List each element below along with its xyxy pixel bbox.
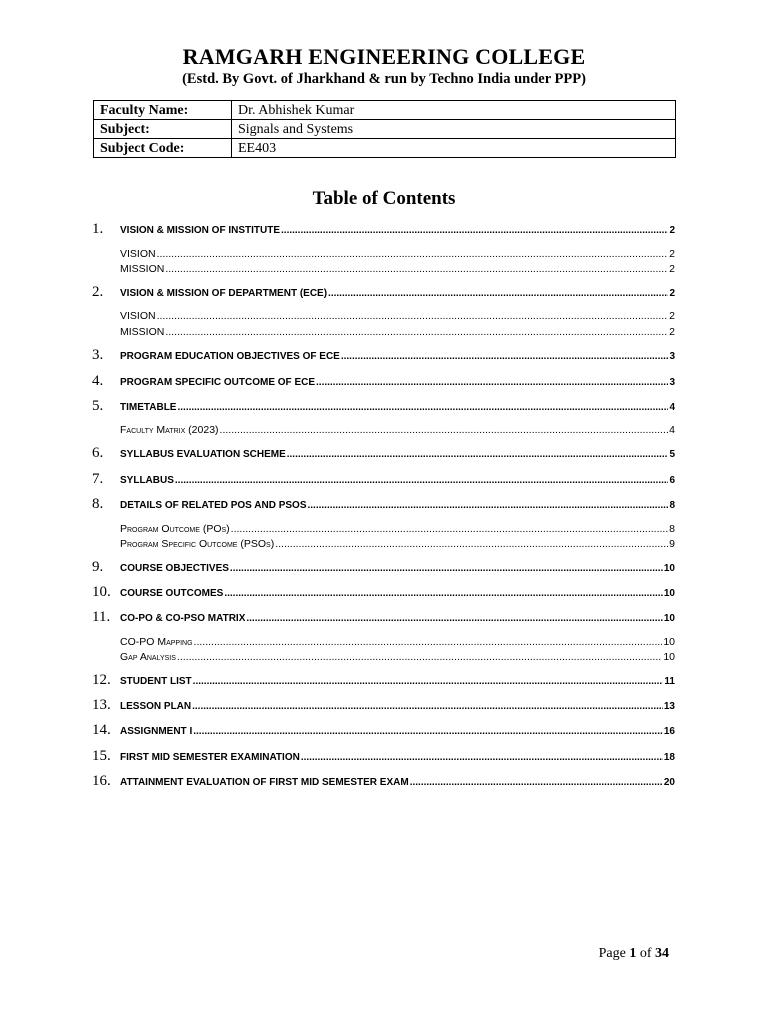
page-footer (599, 946, 669, 962)
toc-leader-dots (193, 726, 663, 737)
toc-leader-dots (165, 326, 668, 338)
toc-entry-number: 12. (92, 672, 111, 688)
info-row-subject-code (94, 139, 676, 158)
info-value: Dr. Abhishek Kumar (232, 101, 676, 120)
toc-entry-title: ATTAINMENT EVALUATION OF FIRST MID SEMESTER EXAM (120, 777, 409, 788)
college-name: RAMGARH ENGINEERING COLLEGE (182, 44, 586, 69)
toc-entry-title: Gap Analysis (120, 651, 176, 663)
toc-entry-title: FIRST MID SEMESTER EXAMINATION (120, 752, 300, 763)
toc-leader-dots (341, 351, 669, 362)
toc-entry-title: VISION (120, 248, 156, 260)
toc-subentry[interactable] (0, 259, 768, 277)
toc-entry-page: 10 (663, 636, 675, 648)
toc-entry[interactable] (0, 747, 768, 765)
toc-entry[interactable] (0, 558, 768, 576)
toc-entry-title: CO-PO Mapping (120, 636, 193, 648)
toc-leader-dots (316, 377, 668, 388)
info-label: Faculty Name: (94, 101, 232, 120)
toc-entry-title: SYLLABUS (120, 475, 174, 486)
toc-entry-number: 3. (92, 347, 104, 363)
toc-leader-dots (192, 701, 663, 712)
toc-entry-page: 10 (663, 651, 675, 663)
toc-entry-page: 10 (663, 613, 675, 624)
toc-entry[interactable] (0, 346, 768, 364)
toc-leader-dots (175, 475, 669, 486)
toc-subentry[interactable] (0, 647, 768, 665)
toc-leader-dots (193, 676, 664, 687)
toc-entry[interactable] (0, 671, 768, 689)
toc-entry-page: 10 (663, 563, 675, 574)
toc-entry[interactable] (0, 772, 768, 790)
toc-entry-page: 2 (669, 310, 675, 322)
info-row-subject (94, 120, 676, 139)
toc-entry[interactable] (0, 696, 768, 714)
info-label: Subject Code: (94, 139, 232, 158)
toc-leader-dots (224, 588, 663, 599)
toc-entry-title: VISION & MISSION OF INSTITUTE (120, 225, 281, 236)
toc-leader-dots (275, 538, 668, 550)
page-label: Page (598, 946, 626, 961)
toc-entry-number: 2. (92, 284, 104, 300)
page-current: 1 (629, 946, 637, 961)
toc-entry-page: 3 (669, 351, 675, 362)
info-value: EE403 (232, 139, 676, 158)
toc-leader-dots (301, 752, 663, 763)
toc-entry-title: ASSIGNMENT I (120, 726, 193, 737)
toc-entry-page: 2 (669, 288, 675, 299)
toc-entry[interactable] (0, 608, 768, 626)
toc-subentry[interactable] (0, 420, 768, 438)
toc-entry-page: 16 (663, 726, 675, 737)
toc-leader-dots (177, 402, 668, 413)
toc-entry-title: COURSE OBJECTIVES (120, 563, 229, 574)
toc-leader-dots (287, 449, 669, 460)
toc-entry-page: 6 (669, 475, 675, 486)
toc-entry-number: 11. (92, 609, 111, 625)
toc-entry-page: 9 (669, 538, 675, 550)
toc-entry-number: 9. (92, 559, 104, 575)
toc-leader-dots (165, 263, 668, 275)
toc-entry-page: 4 (669, 424, 675, 436)
toc-entry-page: 18 (663, 752, 675, 763)
toc-entry-number: 14. (92, 722, 111, 738)
toc-entry-number: 4. (92, 373, 104, 389)
toc-entry-page: 10 (663, 588, 675, 599)
toc-subentry[interactable] (0, 322, 768, 340)
toc-entry-number: 5. (92, 398, 104, 414)
toc-entry-title: COURSE OUTCOMES (120, 588, 224, 599)
toc-entry-number: 15. (92, 748, 111, 764)
toc-entry-title: MISSION (120, 263, 165, 275)
course-info-table (93, 100, 676, 158)
toc-entry-title: CO-PO & CO-PSO MATRIX (120, 613, 246, 624)
toc-entry-page: 2 (669, 248, 675, 260)
toc-entry-number: 7. (92, 471, 104, 487)
toc-leader-dots (157, 310, 669, 322)
toc-entry-title: SYLLABUS EVALUATION SCHEME (120, 449, 286, 460)
toc-entry-title: PROGRAM EDUCATION OBJECTIVES OF ECE (120, 351, 340, 362)
toc-entry-page: 20 (663, 777, 675, 788)
toc-entry-title: VISION & MISSION OF DEPARTMENT (ECE) (120, 288, 328, 299)
toc-entry-number: 13. (92, 697, 111, 713)
toc-entry-number: 1. (92, 221, 104, 237)
toc-leader-dots (220, 424, 669, 436)
toc-entry-page: 5 (669, 449, 675, 460)
toc-entry-title: PROGRAM SPECIFIC OUTCOME OF ECE (120, 377, 316, 388)
toc-entry[interactable] (0, 583, 768, 601)
info-value: Signals and Systems (232, 120, 676, 139)
toc-entry-page: 2 (669, 225, 675, 236)
toc-entry-page: 8 (669, 523, 675, 535)
toc-entry-page: 4 (669, 402, 675, 413)
of-label: of (639, 946, 652, 961)
toc-entry-page: 3 (669, 377, 675, 388)
toc-entry-title: Faculty Matrix (2023) (120, 424, 219, 436)
toc-leader-dots (230, 563, 663, 574)
toc-entry-number: 10. (92, 584, 111, 600)
toc-leader-dots (308, 500, 669, 511)
toc-leader-dots (246, 613, 663, 624)
toc-entry-title: MISSION (120, 326, 165, 338)
toc-entry-title: DETAILS OF RELATED POS AND PSOS (120, 500, 307, 511)
toc-entry-page: 2 (669, 263, 675, 275)
toc-entry[interactable] (0, 721, 768, 739)
toc-entry-page: 2 (669, 326, 675, 338)
toc-leader-dots (410, 777, 663, 788)
toc-entry[interactable] (0, 470, 768, 488)
toc-entry-title: Program Outcome (POs) (120, 523, 230, 535)
toc-title: Table of Contents (312, 188, 456, 209)
toc-entry-title: Program Specific Outcome (PSOs) (120, 538, 275, 550)
toc-entry[interactable] (0, 397, 768, 415)
info-row-faculty (94, 101, 676, 120)
toc-leader-dots (328, 288, 668, 299)
toc-entry-title: VISION (120, 310, 156, 322)
toc-entry-number: 8. (92, 496, 104, 512)
toc-entry-title: LESSON PLAN (120, 701, 192, 712)
toc-entry-page: 13 (663, 701, 675, 712)
toc-entry[interactable] (0, 372, 768, 390)
toc-entry[interactable] (0, 220, 768, 238)
toc-entry-title: TIMETABLE (120, 402, 177, 413)
toc-leader-dots (281, 225, 668, 236)
college-subtitle: (Estd. By Govt. of Jharkhand & run by Techno India under PPP) (182, 71, 586, 87)
info-label: Subject: (94, 120, 232, 139)
toc-entry-page: 11 (664, 676, 675, 687)
toc-entry-page: 8 (669, 500, 675, 511)
toc-entry[interactable] (0, 495, 768, 513)
toc-entry[interactable] (0, 444, 768, 462)
page-total: 34 (655, 946, 669, 961)
toc-entry-number: 6. (92, 445, 104, 461)
toc-leader-dots (177, 651, 662, 663)
toc-subentry[interactable] (0, 534, 768, 552)
toc-entry-number: 16. (92, 773, 111, 789)
toc-entry-title: STUDENT LIST (120, 676, 192, 687)
toc-entry[interactable] (0, 283, 768, 301)
